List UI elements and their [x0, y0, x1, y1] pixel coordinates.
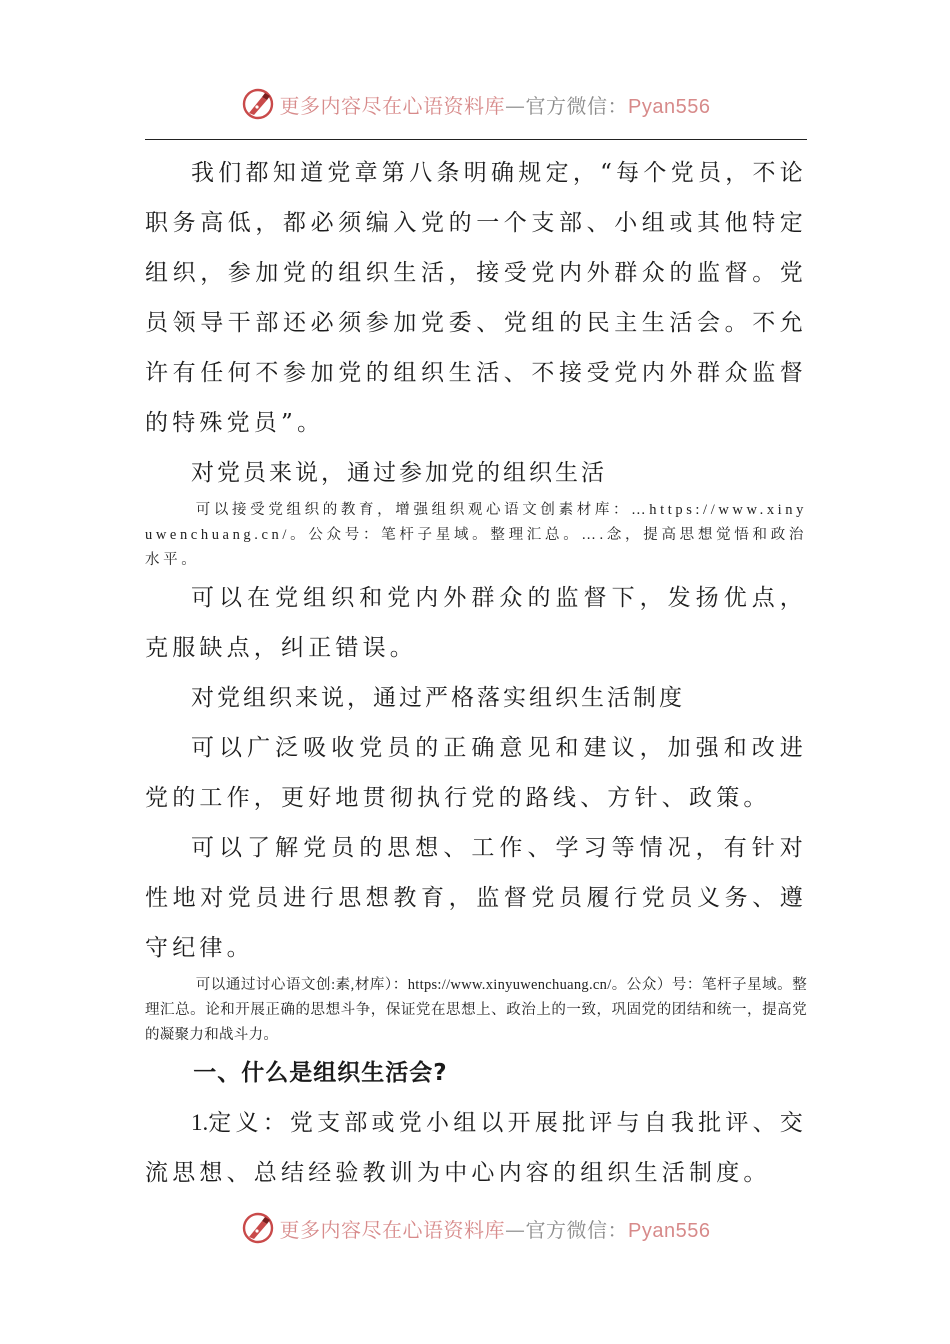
paragraph-for-members: 对党员来说，通过参加党的组织生活: [191, 460, 607, 486]
paragraph-party-constitution: 我们都知道党章第八条明确规定，“每个党员，不论职务高低，都必须编入党的一个支部、小组或其他特定组织，参加党的组织生活，接受党内外群众的监督。党员领导干部还必须参加党委、党组的民主生活会。不允许有任何不参加党的组织生活、不接受党内外群众监督的特殊党员”。: [145, 160, 807, 436]
banner-handle: Pyan556: [628, 95, 711, 118]
pen-nib-in-circle-icon: [240, 86, 276, 122]
definition-number: 1.: [191, 1110, 209, 1135]
banner-main-text: 更多内容尽在心语资料库: [279, 93, 506, 118]
paragraph-absorb-opinions: 可以广泛吸收党员的正确意见和建议，加强和改进党的工作，更好地贯彻执行党的路线、方针、政策。: [145, 735, 807, 811]
small-note-ideological-struggle: 可以通过讨心语文创:素,材库）：https://www.xinyuwenchuang.cn/。公众）号：笔杆子星域。整理汇总。论和开展正确的思想斗争，保证党在思想上、政治上的一致，巩固党的团结和统一，提高党的凝聚力和战斗力。: [145, 977, 807, 1043]
banner-handle: Pyan556: [628, 1219, 711, 1242]
footer-banner: [0, 1208, 950, 1248]
header-divider: [145, 139, 807, 140]
banner-text: [280, 1214, 711, 1243]
paragraph-definition: [145, 1098, 807, 1198]
banner-dash: —: [505, 1217, 526, 1242]
paragraph-for-organization: 对党组织来说，通过严格落实组织生活制度: [191, 685, 685, 711]
banner-contact-label: 官方微信：: [525, 1217, 629, 1242]
banner-main-text: 更多内容尽在心语资料库: [279, 1217, 506, 1242]
pen-nib-in-circle-icon: [240, 1210, 276, 1246]
paragraph-understand-members: 可以了解党员的思想、工作、学习等情况，有针对性地对党员进行思想教育，监督党员履行党员义务、遵守纪律。: [145, 835, 807, 961]
banner-dash: —: [505, 93, 526, 118]
banner-contact-label: 官方微信：: [525, 93, 629, 118]
banner-text: [280, 90, 711, 119]
small-note-education: 可以接受党组织的教育，增强组织观心语文创素材库：…https://www.xinyuwenchuang.cn/。公众号：笔杆子星域。整理汇总。….念，提高思想觉悟和政治水平。: [145, 502, 807, 568]
section-heading: 一、什么是组织生活会?: [193, 1060, 448, 1086]
paragraph-supervision: 可以在党组织和党内外群众的监督下，发扬优点，克服缺点，纠正错误。: [145, 585, 807, 661]
document-body: [145, 148, 807, 1198]
header-banner: [0, 84, 950, 124]
definition-text: 定义：党支部或党小组以开展批评与自我批评、交流思想、总结经验教训为中心内容的组织生活制度。: [145, 1110, 807, 1186]
